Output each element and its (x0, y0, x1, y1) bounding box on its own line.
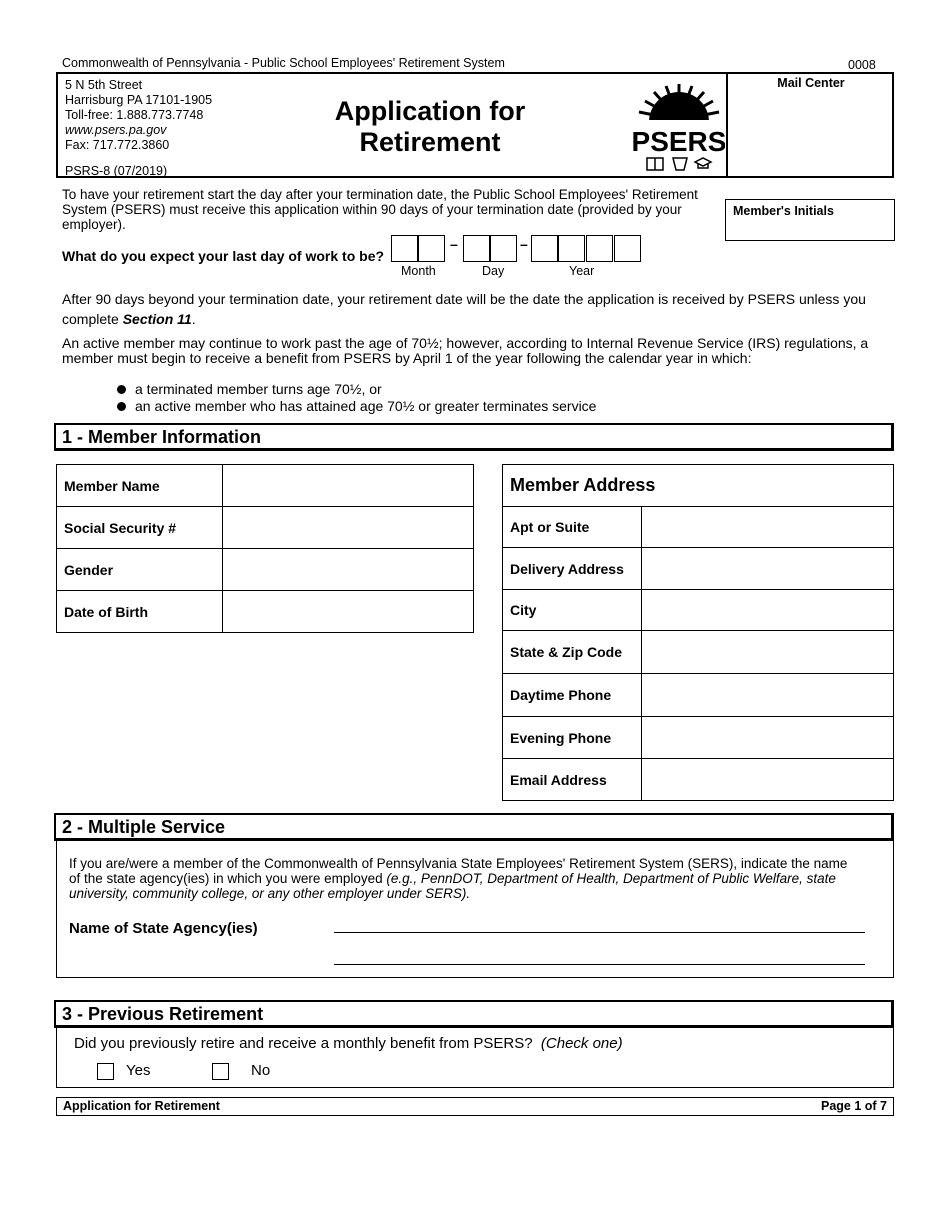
year-digit-3[interactable] (586, 235, 613, 262)
state-agency-line-1[interactable] (334, 932, 865, 933)
address-line: Toll-free: 1.888.773.7748 (65, 108, 204, 122)
age-70-paragraph: An active member may continue to work past the age of 70½; however, according to Internal Revenue Service (IRS) regulations, a member must begin to receive a benefit from PSERS by April 1 of the year following the calendar year in which: (62, 335, 869, 366)
apt-input[interactable] (642, 507, 894, 548)
date-separator: – (520, 236, 528, 252)
year-digit-4[interactable] (614, 235, 641, 262)
member-name-label: Member Name (57, 465, 223, 507)
previous-retirement-question (74, 1035, 623, 1052)
mail-center-box (726, 72, 894, 178)
no-checkbox[interactable] (212, 1063, 229, 1080)
member-name-input[interactable] (223, 465, 474, 507)
address-line: Harrisburg PA 17101-1905 (65, 93, 213, 107)
list-item: a terminated member turns age 70½, or (117, 381, 596, 398)
dob-input[interactable] (223, 591, 474, 633)
date-separator: – (450, 236, 458, 252)
delivery-address-input[interactable] (642, 548, 894, 590)
delivery-address-label: Delivery Address (503, 548, 642, 590)
initials-label: Member's Initials (733, 204, 834, 218)
email-input[interactable] (642, 759, 894, 801)
ssn-input[interactable] (223, 507, 474, 549)
logo-text: PSERS (633, 126, 725, 157)
book-icon (647, 158, 663, 170)
keystone-icon (673, 158, 687, 170)
yes-label: Yes (126, 1062, 151, 1079)
gender-label: Gender (57, 549, 223, 591)
month-digit-2[interactable] (418, 235, 445, 262)
multiple-service-text (69, 856, 849, 901)
section-3-header: 3 - Previous Retirement (54, 1000, 894, 1028)
members-initials-field[interactable] (725, 199, 895, 241)
address-line: Fax: 717.772.3860 (65, 138, 170, 152)
agency-name: Commonwealth of Pennsylvania - Public School Employees' Retirement System (62, 56, 505, 70)
daytime-phone-label: Daytime Phone (503, 674, 642, 717)
email-label: Email Address (503, 759, 642, 801)
evening-phone-input[interactable] (642, 717, 894, 759)
footer-form-name: Application for Retirement (63, 1099, 220, 1113)
ninety-day-text: After 90 days beyond your termination date, your retirement date will be the date the application is received by PSERS unless you complete (62, 291, 866, 327)
psers-logo (633, 78, 725, 176)
agency-examples: (e.g., PennDOT, Department of Health, Department of Public Welfare, state university, community college, or any other employer under SERS). (69, 871, 836, 901)
member-address-table (502, 464, 894, 801)
page-footer (56, 1097, 894, 1116)
gender-input[interactable] (223, 549, 474, 591)
form-number: 0008 (848, 58, 876, 72)
page-number: Page 1 of 7 (821, 1099, 887, 1113)
state-agency-line-2[interactable] (334, 964, 865, 965)
check-one-instruction: (Check one) (540, 1035, 623, 1052)
last-day-question: What do you expect your last day of work to be? (62, 248, 385, 264)
mail-center-label: Mail Center (777, 76, 845, 90)
website-link[interactable]: www.psers.pa.gov (65, 123, 167, 137)
list-item: an active member who has attained age 70½ or greater terminates service (117, 398, 596, 415)
no-label: No (251, 1062, 271, 1079)
city-label: City (503, 590, 642, 631)
member-address-title: Member Address (503, 465, 894, 507)
state-agency-label: Name of State Agency(ies) (69, 920, 258, 937)
state-zip-label: State & Zip Code (503, 631, 642, 674)
day-label: Day (482, 264, 505, 278)
day-digit-1[interactable] (463, 235, 490, 262)
section-11-reference: Section 11 (122, 311, 192, 327)
daytime-phone-input[interactable] (642, 674, 894, 717)
title-line-1: Application for (334, 96, 526, 126)
ssn-label: Social Security # (57, 507, 223, 549)
intro-text: To have your retirement start the day after your termination date, the Public School Employees' Retirement System (PSERS) must receive this application within 90 days of your termination date (provided by your employer). (62, 187, 698, 232)
ninety-day-paragraph (62, 289, 892, 329)
section-2-header: 2 - Multiple Service (54, 813, 894, 841)
year-label: Year (569, 264, 595, 278)
day-digit-2[interactable] (490, 235, 517, 262)
apt-label: Apt or Suite (503, 507, 642, 548)
title-line-2: Retirement (359, 127, 501, 157)
form-code: PSRS-8 (07/2019) (65, 164, 168, 178)
state-zip-input[interactable] (642, 631, 894, 674)
bullet-list (117, 381, 596, 415)
ninety-day-end: . (191, 311, 196, 327)
dob-label: Date of Birth (57, 591, 223, 633)
graduation-cap-icon (695, 158, 711, 168)
year-digit-1[interactable] (531, 235, 558, 262)
question-text: Did you previously retire and receive a monthly benefit from PSERS? (74, 1035, 533, 1052)
page-title (290, 96, 570, 158)
evening-phone-label: Evening Phone (503, 717, 642, 759)
city-input[interactable] (642, 590, 894, 631)
yes-checkbox[interactable] (97, 1063, 114, 1080)
psers-address (65, 78, 212, 153)
month-label: Month (401, 264, 436, 278)
sers-instruction: If you are/were a member of the Commonwealth of Pennsylvania State Employees' Retirement System (SERS), indicate the name of the state agency(ies) in which you were employed (69, 856, 848, 886)
section-1-header: 1 - Member Information (54, 423, 894, 451)
address-line: 5 N 5th Street (65, 78, 143, 92)
member-info-table (56, 464, 474, 633)
month-digit-1[interactable] (391, 235, 418, 262)
year-digit-2[interactable] (558, 235, 585, 262)
